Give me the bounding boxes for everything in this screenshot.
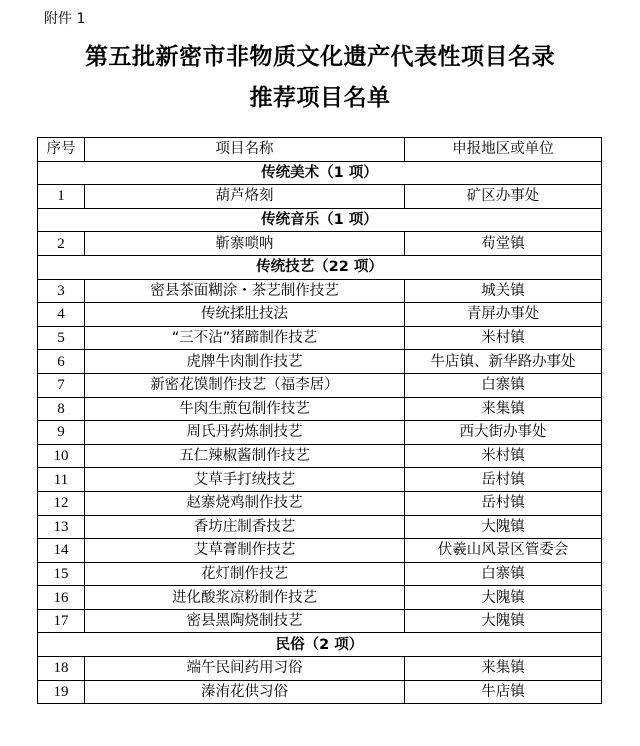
row-number: 18 xyxy=(38,657,85,681)
row-number: 13 xyxy=(38,515,85,539)
category-row xyxy=(38,255,602,279)
row-number: 2 xyxy=(38,232,85,256)
project-name: 新密花馍制作技艺（福李居） xyxy=(85,373,405,397)
category-label: 传统技艺（22 项） xyxy=(38,255,602,279)
region-name: 牛店镇 xyxy=(405,680,602,704)
row-number: 14 xyxy=(38,539,85,563)
project-name: 靳寨唢呐 xyxy=(85,232,405,256)
project-name: 溱洧花供习俗 xyxy=(85,680,405,704)
table-row xyxy=(38,491,602,515)
region-name: 西大街办事处 xyxy=(405,421,602,445)
category-row xyxy=(38,208,602,232)
region-name: 青屏办事处 xyxy=(405,303,602,327)
table-row xyxy=(38,562,602,586)
table-row xyxy=(38,609,602,633)
region-name: 大隗镇 xyxy=(405,515,602,539)
project-name: 虎牌牛肉制作技艺 xyxy=(85,350,405,374)
project-name: “三不沾”猪蹄制作技艺 xyxy=(85,326,405,350)
table-row xyxy=(38,185,602,209)
table-row xyxy=(38,468,602,492)
row-number: 10 xyxy=(38,444,85,468)
row-number: 8 xyxy=(38,397,85,421)
project-name: 花灯制作技艺 xyxy=(85,562,405,586)
row-number: 1 xyxy=(38,185,85,209)
region-name: 白寨镇 xyxy=(405,562,602,586)
row-number: 5 xyxy=(38,326,85,350)
region-name: 岳村镇 xyxy=(405,491,602,515)
project-name: 周氏丹药炼制技艺 xyxy=(85,421,405,445)
project-name: 艾草膏制作技艺 xyxy=(85,539,405,563)
region-name: 米村镇 xyxy=(405,326,602,350)
table-row xyxy=(38,350,602,374)
header-region: 申报地区或单位 xyxy=(405,138,602,162)
project-name: 五仁辣椒酱制作技艺 xyxy=(85,444,405,468)
region-name: 米村镇 xyxy=(405,444,602,468)
project-table xyxy=(37,137,602,704)
project-name: 艾草手打绒技艺 xyxy=(85,468,405,492)
project-name: 密县茶面糊涂・茶艺制作技艺 xyxy=(85,279,405,303)
region-name: 矿区办事处 xyxy=(405,185,602,209)
region-name: 来集镇 xyxy=(405,657,602,681)
row-number: 7 xyxy=(38,373,85,397)
document-title: 第五批新密市非物质文化遗产代表性项目名录 xyxy=(85,43,555,70)
region-name: 大隗镇 xyxy=(405,586,602,610)
table-body xyxy=(38,161,602,704)
table-row xyxy=(38,421,602,445)
table-row xyxy=(38,539,602,563)
region-name: 苟堂镇 xyxy=(405,232,602,256)
table-row xyxy=(38,586,602,610)
row-number: 15 xyxy=(38,562,85,586)
row-number: 19 xyxy=(38,680,85,704)
table-row xyxy=(38,515,602,539)
region-name: 城关镇 xyxy=(405,279,602,303)
project-name: 葫芦烙刻 xyxy=(85,185,405,209)
category-label: 传统美术（1 项） xyxy=(38,161,602,185)
row-number: 6 xyxy=(38,350,85,374)
region-name: 牛店镇、新华路办事处 xyxy=(405,350,602,374)
project-name: 牛肉生煎包制作技艺 xyxy=(85,397,405,421)
category-label: 传统音乐（1 项） xyxy=(38,208,602,232)
region-name: 来集镇 xyxy=(405,397,602,421)
region-name: 大隗镇 xyxy=(405,609,602,633)
row-number: 16 xyxy=(38,586,85,610)
table-row xyxy=(38,303,602,327)
header-name: 项目名称 xyxy=(85,138,405,162)
row-number: 11 xyxy=(38,468,85,492)
region-name: 白寨镇 xyxy=(405,373,602,397)
project-name: 密县黑陶烧制技艺 xyxy=(85,609,405,633)
table-row xyxy=(38,232,602,256)
region-name: 伏羲山风景区管委会 xyxy=(405,539,602,563)
attachment-label: 附件 1 xyxy=(44,11,86,27)
project-name: 进化酸浆凉粉制作技艺 xyxy=(85,586,405,610)
project-name: 赵寨烧鸡制作技艺 xyxy=(85,491,405,515)
region-name: 岳村镇 xyxy=(405,468,602,492)
table-row xyxy=(38,444,602,468)
table-row xyxy=(38,397,602,421)
row-number: 12 xyxy=(38,491,85,515)
category-row xyxy=(38,633,602,657)
row-number: 3 xyxy=(38,279,85,303)
project-name: 香坊庄制香技艺 xyxy=(85,515,405,539)
table-row xyxy=(38,373,602,397)
category-row xyxy=(38,161,602,185)
row-number: 4 xyxy=(38,303,85,327)
table-row xyxy=(38,326,602,350)
project-name: 传统揉肚技法 xyxy=(85,303,405,327)
table-row xyxy=(38,279,602,303)
table-row xyxy=(38,657,602,681)
header-no: 序号 xyxy=(38,138,85,162)
category-label: 民俗（2 项） xyxy=(38,633,602,657)
row-number: 17 xyxy=(38,609,85,633)
table-header-row xyxy=(38,138,602,162)
document-subtitle: 推荐项目名单 xyxy=(249,84,391,111)
project-name: 端午民间药用习俗 xyxy=(85,657,405,681)
row-number: 9 xyxy=(38,421,85,445)
table-row xyxy=(38,680,602,704)
